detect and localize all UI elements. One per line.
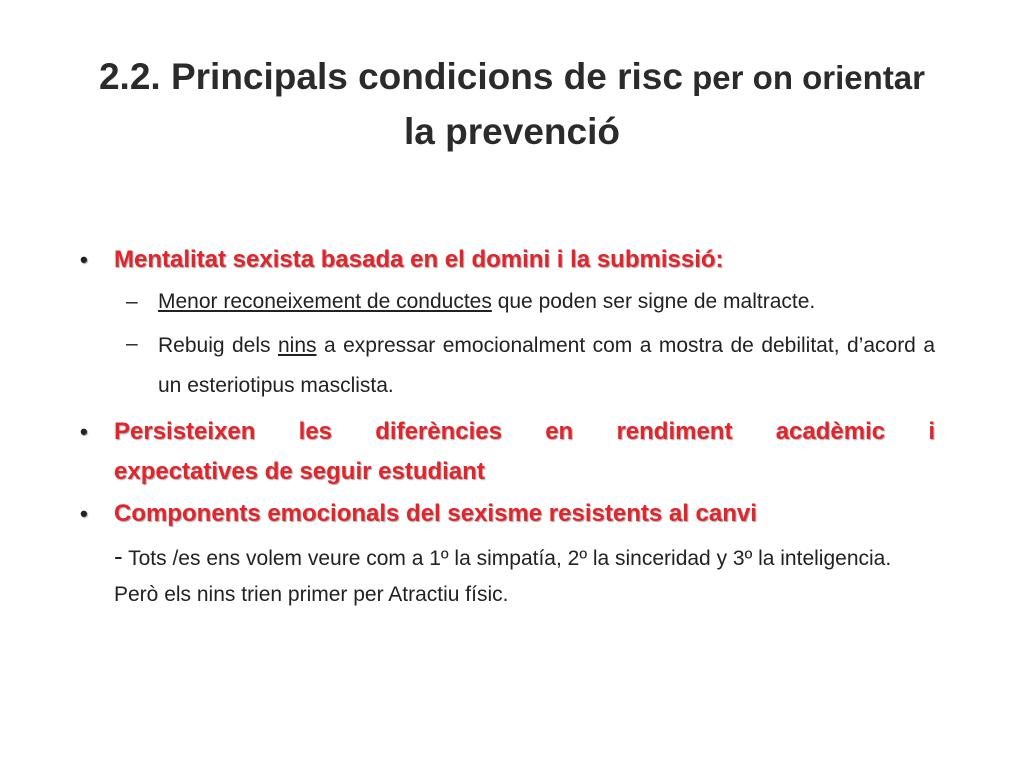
bullet-text-line2: expectatives de seguir estudiant	[114, 458, 485, 485]
sub-item-pre: Rebuig dels	[158, 334, 278, 357]
note-text: Tots /es ens volem veure com a 1º la simpatía, 2º la sinceridad y 3º la inteligencia. Però els nins trien primer per Atractiu físic.	[114, 547, 892, 606]
note-hyphen: -	[114, 541, 123, 571]
sub-item-rest: que poden ser signe de maltracte.	[491, 290, 816, 313]
bullet-item-3	[72, 494, 935, 534]
dash-icon: –	[126, 290, 138, 313]
underlined-text: nins	[277, 334, 317, 357]
title-part2: per on orientar	[682, 59, 926, 96]
bullet-item-2	[72, 412, 935, 492]
sub-item-text	[158, 326, 935, 406]
sub-item-text	[158, 284, 935, 320]
bullet-text-line1: Persisteixen les diferències en rendiment acadèmic i	[114, 418, 935, 445]
bullet-text: Components emocionals del sexisme resistents al canvi	[114, 500, 757, 527]
sub-item-2	[72, 326, 935, 406]
sub-item-1	[72, 284, 935, 320]
sub-item-rest: a expressar emocionalment com a mostra de debilitat, d’acord a un esteriotipus masclista.	[158, 334, 935, 397]
slide-title	[60, 50, 964, 159]
bullet-item-1	[72, 240, 935, 280]
note-paragraph	[72, 538, 935, 613]
title-part1: 2.2. Principals condicions de risc	[98, 56, 683, 97]
underlined-text: Menor reconeixement de conductes	[158, 290, 492, 313]
bullet-dot-icon: •	[80, 247, 88, 272]
bullet-text: Mentalitat sexista basada en el domini i la submissió:	[114, 246, 724, 273]
bullet-dot-icon: •	[80, 501, 88, 526]
title-line2: la prevenció	[404, 111, 620, 152]
bullet-dot-icon: •	[80, 419, 88, 444]
slide-body	[72, 240, 935, 613]
dash-icon: –	[126, 332, 138, 355]
